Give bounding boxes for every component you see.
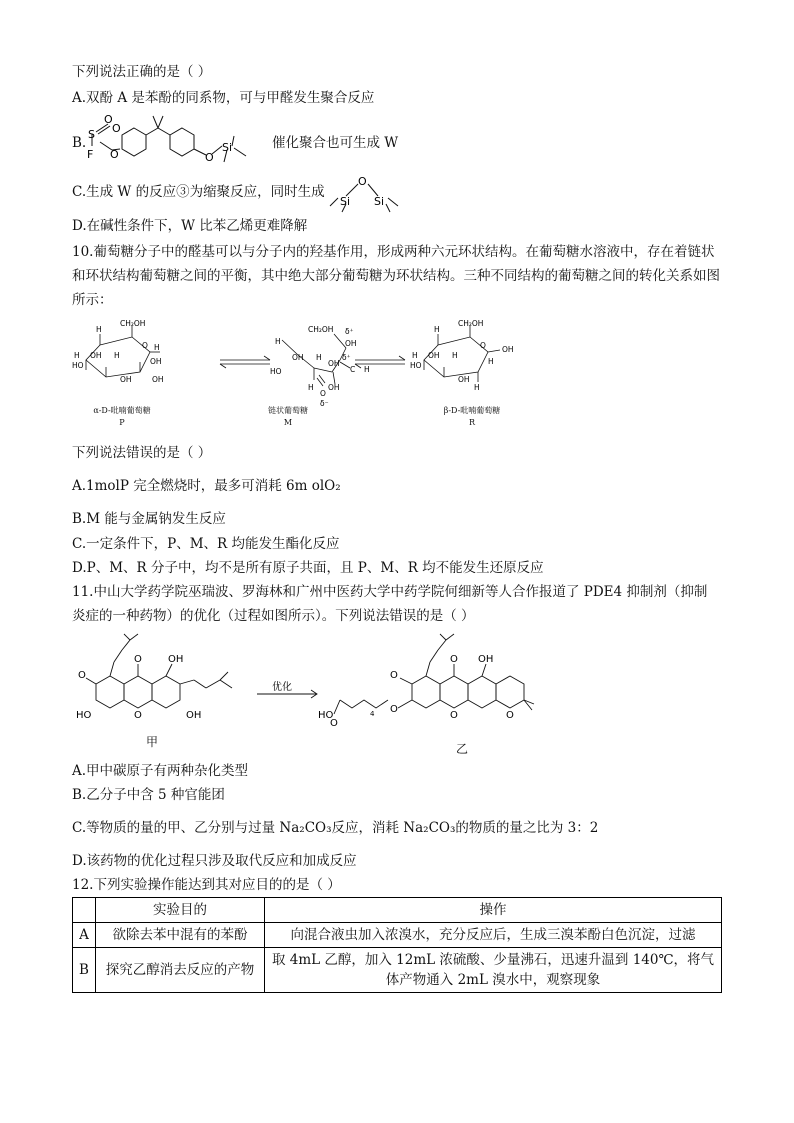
jia-oh-right: OH [186, 710, 202, 721]
table-row [73, 948, 722, 993]
p-oh4: OH [152, 375, 164, 384]
row-operation: 取 4mL 乙醇，加入 12mL 浓硫酸、少量沸石，迅速升温到 140℃，将气体产物通入 2mL 溴水中，观察现象 [265, 948, 722, 993]
m-oh2: OH [292, 353, 304, 362]
r-h1: H [434, 325, 440, 334]
yi-o-top: O [450, 654, 458, 665]
yi-o-carbonyl: O [330, 718, 338, 729]
q10-m-name: 链状葡萄糖 [268, 406, 308, 415]
yi-ho: HO [318, 710, 334, 721]
q9-option-b-prefix: B. [72, 135, 87, 151]
jia-ho: HO [76, 710, 92, 721]
r-ho: HO [410, 361, 422, 370]
yi-sub4: 4 [370, 710, 375, 718]
q9-option-b-suffix: 催化聚合也可生成 W [272, 135, 399, 151]
q9c-si1: Si [340, 195, 351, 208]
q9b-o2: O [112, 122, 121, 135]
p-oh2: OH [150, 357, 162, 366]
yi-oh-top: OH [478, 654, 494, 665]
r-oh2: OH [502, 345, 514, 354]
q9-option-c-structure [330, 172, 400, 212]
q9b-s: S [88, 128, 95, 141]
m-oh3: OH [328, 359, 340, 368]
yi-o-ether: O [390, 704, 398, 715]
m-h1: H [275, 337, 281, 346]
row-purpose: 欲除去苯中混有的苯酚 [96, 923, 265, 948]
r-o: O [480, 341, 486, 350]
q9c-o: O [358, 175, 367, 188]
arrow-label: 优化 [272, 682, 292, 693]
q11-left-name: 甲 [146, 735, 159, 749]
row-operation: 向混合液虫加入浓溴水，充分反应后，生成三溴苯酚白色沉淀，过滤 [265, 923, 722, 948]
q10-ask: 下列说法错误的是（ ） [72, 445, 212, 461]
q10-m-letter: M [283, 418, 293, 427]
p-h4: H [154, 343, 160, 352]
r-h3: H [452, 351, 458, 360]
m-c: C [350, 365, 356, 374]
r-oh3: OH [458, 375, 470, 384]
q11-option-d: D.该药物的优化过程只涉及取代反应和加成反应 [72, 853, 357, 869]
m-dplus2: δ⁺ [342, 353, 351, 362]
m-h4: H [308, 383, 314, 392]
p-ho: HO [72, 361, 84, 370]
m-dminus: δ⁻ [320, 399, 329, 408]
p-h3: H [114, 351, 120, 360]
q9b-o4: O [205, 151, 214, 164]
q11-option-c: C.等物质的量的甲、乙分别与过量 Na₂CO₃反应，消耗 Na₂CO₃的物质的量之比为 3：2 [72, 820, 599, 836]
p-oh3: OH [120, 375, 132, 384]
q9-option-a: A.双酚 A 是苯酚的同系物，可与甲醛发生聚合反应 [72, 90, 375, 106]
r-oh1: OH [428, 351, 440, 360]
header-purpose: 实验目的 [96, 898, 265, 923]
q10-option-d: D.P、M、R 分子中，均不是所有原子共面，且 P、M、R 均不能发生还原反应 [72, 560, 544, 576]
q9b-o1: O [104, 113, 113, 126]
jia-o-top: O [134, 654, 142, 665]
q10-p-name: α-D-吡喃葡萄糖 [93, 406, 151, 415]
m-ch2oh: CH₂OH [308, 325, 334, 334]
q10-option-b: B.M 能与金属钠发生反应 [72, 511, 226, 527]
yi-o-pyran: O [506, 710, 514, 721]
jia-o-left: O [78, 670, 86, 681]
q11-option-a: A.甲中碳原子有两种杂化类型 [72, 763, 249, 779]
m-oh1: OH [345, 339, 357, 348]
q10-stem: 10.葡萄糖分子中的醛基可以与分子内的羟基作用，形成两种六元环状结构。在葡萄糖水溶液中，存在着链状和环状结构葡萄糖之间的平衡，其中绝大部分葡萄糖为环状结构。三种不同结构的葡萄糖之间的转化关系如图所示： [72, 244, 720, 308]
q9c-si2: Si [374, 195, 385, 208]
q9-option-b-structure [82, 110, 272, 170]
header-blank [73, 898, 96, 923]
table-header-row [73, 898, 722, 923]
table-row [73, 923, 722, 948]
jia-o-ring: O [134, 710, 142, 721]
row-label: B [73, 948, 96, 993]
m-oh4: OH [328, 383, 340, 392]
m-h3: H [364, 365, 370, 374]
q11-right-name: 乙 [456, 742, 469, 756]
p-o: O [142, 341, 148, 350]
q9b-si: Si [222, 141, 233, 154]
q10-r-name: β-D-吡喃葡萄糖 [443, 406, 501, 415]
r-h5: H [474, 383, 480, 392]
row-label: A [73, 923, 96, 948]
q9b-o3: O [110, 148, 119, 161]
q12-table [72, 897, 722, 993]
q10-option-c: C.一定条件下，P、M、R 均能发生酯化反应 [72, 536, 340, 552]
m-h2: H [316, 353, 322, 362]
row-purpose: 探究乙醇消去反应的产物 [96, 948, 265, 993]
p-h2: H [74, 351, 80, 360]
q9-option-c-prefix: C.生成 W 的反应③为缩聚反应，同时生成 [72, 184, 325, 200]
q11-option-b: B.乙分子中含 5 种官能团 [72, 787, 225, 803]
q10-p-letter: P [119, 418, 125, 427]
r-h4: H [488, 357, 494, 366]
header-operation: 操作 [265, 898, 722, 923]
q9b-f: F [87, 148, 94, 161]
yi-o-left: O [390, 670, 398, 681]
p-oh1: OH [90, 351, 102, 360]
yi-o-ring: O [450, 710, 458, 721]
m-ho: HO [270, 367, 282, 376]
m-o: O [320, 389, 326, 398]
q9-option-d: D.在碱性条件下，W 比苯乙烯更难降解 [72, 218, 308, 234]
r-h2: H [412, 351, 418, 360]
q10-r-letter: R [468, 418, 476, 427]
q10-option-a: A.1molP 完全燃烧时，最多可消耗 6m olO₂ [72, 478, 341, 494]
jia-oh-top: OH [168, 654, 184, 665]
p-h1: H [96, 325, 102, 334]
q9-stem: 下列说法正确的是（ ） [72, 64, 212, 80]
p-ch2oh: CH₂OH [120, 319, 146, 328]
q11-stem: 11.中山大学药学院巫瑞波、罗海林和广州中医药大学中药学院何细新等人合作报道了 PDE4 抑制剂（抑制炎症的一种药物）的优化（过程如图所示）。下列说法错误的是（ ） [72, 584, 708, 624]
m-dplus1: δ⁺ [345, 327, 354, 336]
q11-optimization-figure [72, 634, 552, 744]
q12-stem: 12.下列实验操作能达到其对应目的的是（ ） [72, 877, 341, 893]
r-ch2oh: CH₂OH [458, 319, 484, 328]
